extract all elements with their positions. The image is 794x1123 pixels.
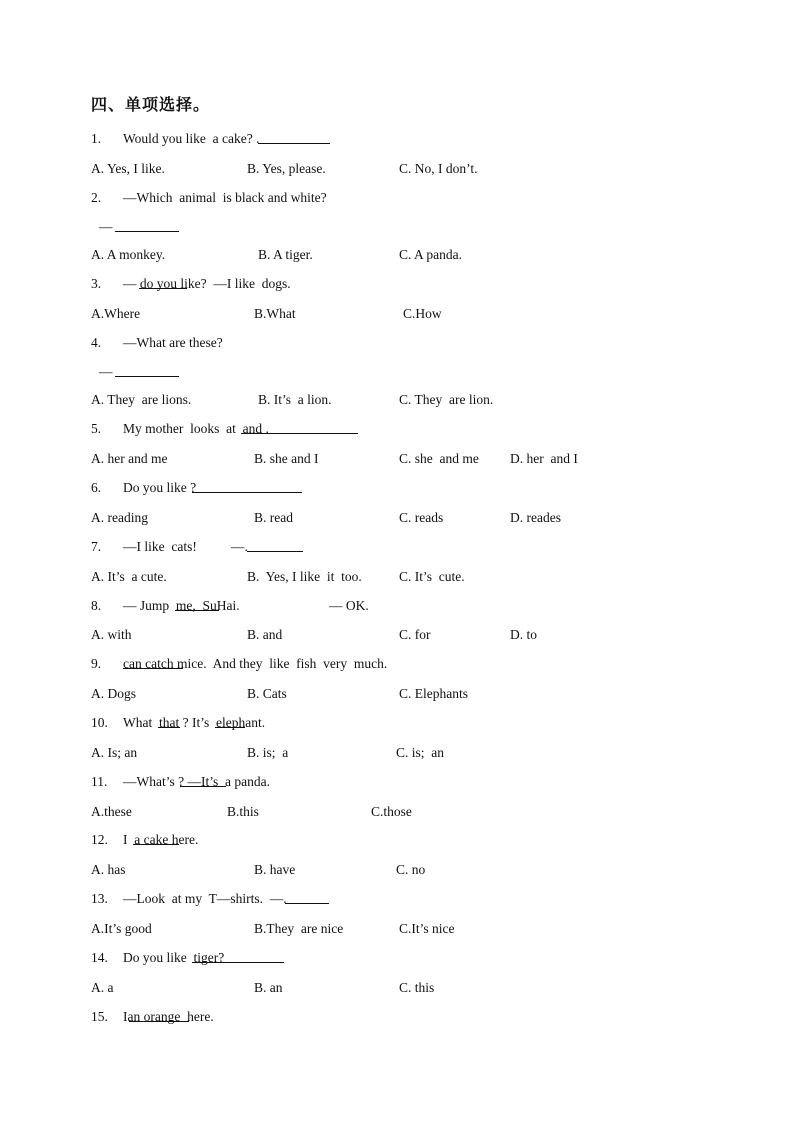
answer-blank[interactable]	[158, 714, 180, 728]
options-7	[91, 568, 465, 586]
question-text: —Look at my T—shirts. — .	[123, 890, 287, 908]
question-text: Would you like a cake? .	[123, 130, 260, 148]
option-c[interactable]: C. no	[396, 862, 426, 877]
option-b[interactable]: B.What	[254, 306, 296, 321]
option-c[interactable]: C. It’s cute.	[399, 569, 465, 584]
options-10	[91, 744, 445, 762]
options-8	[91, 626, 537, 644]
option-b[interactable]: B.this	[227, 804, 259, 819]
answer-blank[interactable]	[192, 479, 302, 493]
option-b[interactable]: B. is; a	[247, 745, 289, 760]
question-number: 4.	[91, 335, 102, 350]
option-c[interactable]: C.those	[371, 804, 412, 819]
question-number: 13.	[91, 891, 108, 906]
option-b[interactable]: B. and	[247, 627, 283, 642]
option-c[interactable]: C. They are lion.	[399, 392, 494, 407]
option-b[interactable]: B. Yes, please.	[247, 161, 326, 176]
question-number: 6.	[91, 480, 102, 495]
option-a[interactable]: A. A monkey.	[91, 247, 166, 262]
option-c[interactable]: C. for	[399, 627, 431, 642]
option-d[interactable]: D. to	[510, 627, 537, 642]
question-text: — do you like? —I like dogs.	[123, 276, 291, 291]
question-text: —What are these?	[123, 335, 223, 350]
options-9	[91, 685, 468, 703]
dash: —	[99, 218, 113, 236]
option-b[interactable]: B. read	[254, 510, 293, 525]
question-number: 11.	[91, 774, 108, 789]
option-c[interactable]: C. No, I don’t.	[399, 161, 478, 176]
answer-blank[interactable]	[268, 420, 358, 434]
question-6	[91, 479, 197, 497]
option-c[interactable]: C. reads	[399, 510, 444, 525]
question-text: —What’s ? —It’s a panda.	[123, 774, 270, 789]
option-a[interactable]: A.these	[91, 804, 132, 819]
option-b[interactable]: B. an	[254, 980, 283, 995]
option-b[interactable]: B. It’s a lion.	[258, 392, 332, 407]
question-text: Do you like ?	[123, 479, 196, 497]
options-6	[91, 509, 561, 527]
answer-blank[interactable]	[123, 655, 183, 669]
question-text: —Which animal is black and white?	[123, 190, 327, 205]
question-text: My mother looks at and .	[123, 420, 269, 438]
answer-blank[interactable]	[175, 597, 219, 611]
answer-blank[interactable]	[192, 949, 284, 963]
option-a[interactable]: A. has	[91, 862, 126, 877]
question-2	[91, 189, 327, 207]
question-13	[91, 890, 287, 908]
options-14	[91, 979, 435, 997]
option-c[interactable]: C. is; an	[396, 745, 445, 760]
reply: — OK.	[329, 598, 369, 613]
option-c[interactable]: C. she and me	[399, 451, 479, 466]
question-12	[91, 831, 199, 849]
question-15	[91, 1008, 214, 1026]
options-1	[91, 160, 478, 178]
option-b[interactable]: B. she and I	[254, 451, 319, 466]
question-number: 7.	[91, 539, 102, 554]
option-a[interactable]: A. It’s a cute.	[91, 569, 167, 584]
question-5	[91, 420, 269, 438]
answer-blank[interactable]	[139, 275, 187, 289]
options-11	[91, 803, 412, 821]
answer-blank[interactable]	[258, 130, 330, 144]
option-a[interactable]: A. her and me	[91, 451, 168, 466]
question-text: Do you like tiger?	[123, 949, 224, 967]
options-13	[91, 920, 455, 938]
question-number: 1.	[91, 131, 102, 146]
answer-blank[interactable]	[215, 714, 245, 728]
question-number: 10.	[91, 715, 108, 730]
answer-blank[interactable]	[247, 538, 303, 552]
question-number: 12.	[91, 832, 108, 847]
question-text: can catch mice. And they like fish very much.	[123, 656, 388, 671]
question-text: — Jump me, SuHai.	[123, 598, 240, 613]
question-number: 5.	[91, 421, 102, 436]
reply: — .	[231, 538, 248, 556]
question-11	[91, 773, 270, 791]
option-b[interactable]: B. A tiger.	[258, 247, 313, 262]
options-12	[91, 861, 426, 879]
question-text: I a cake here.	[123, 832, 199, 847]
question-number: 15.	[91, 1009, 108, 1024]
option-d[interactable]: D. her and I	[510, 451, 578, 466]
question-text: —I like cats!	[123, 539, 197, 554]
option-b[interactable]: B.They are nice	[254, 921, 344, 936]
question-3	[91, 275, 291, 293]
question-number: 8.	[91, 598, 102, 613]
answer-blank[interactable]	[133, 831, 179, 845]
option-a[interactable]: A. with	[91, 627, 132, 642]
question-1	[91, 130, 260, 148]
question-number: 2.	[91, 190, 102, 205]
question-text: I an orange here.	[123, 1009, 214, 1024]
option-b[interactable]: B. Yes, I like it too.	[247, 569, 362, 584]
answer-blank[interactable]	[129, 1008, 189, 1022]
options-4	[91, 391, 494, 409]
question-7	[91, 538, 248, 556]
question-9	[91, 655, 388, 673]
question-8	[91, 597, 369, 615]
question-number: 9.	[91, 656, 102, 671]
question-number: 3.	[91, 276, 102, 291]
question-number: 14.	[91, 950, 108, 965]
answer-blank[interactable]	[180, 773, 226, 787]
option-c[interactable]: C. A panda.	[399, 247, 462, 262]
option-a[interactable]: A. Is; an	[91, 745, 138, 760]
option-a[interactable]: A. a	[91, 980, 114, 995]
option-a[interactable]: A. They are lions.	[91, 392, 192, 407]
option-b[interactable]: B. have	[254, 862, 296, 877]
option-b[interactable]: B. Cats	[247, 686, 287, 701]
options-5	[91, 450, 578, 468]
option-c[interactable]: C. Elephants	[399, 686, 468, 701]
dash: —	[99, 363, 113, 381]
question-10	[91, 714, 266, 732]
answer-line-2	[91, 218, 113, 236]
option-a[interactable]: A.Where	[91, 306, 141, 321]
option-c[interactable]: C.How	[403, 306, 442, 321]
option-a[interactable]: A. reading	[91, 510, 148, 525]
option-c[interactable]: C. this	[399, 980, 435, 995]
options-2	[91, 246, 462, 264]
answer-blank[interactable]	[115, 218, 179, 232]
question-4	[91, 334, 223, 352]
answer-blank[interactable]	[115, 363, 179, 377]
option-a[interactable]: A. Dogs	[91, 686, 137, 701]
option-a[interactable]: A.It’s good	[91, 921, 152, 936]
question-14	[91, 949, 225, 967]
option-c[interactable]: C.It’s nice	[399, 921, 455, 936]
option-a[interactable]: A. Yes, I like.	[91, 161, 165, 176]
section-title: 四、单项选择。	[91, 95, 211, 114]
question-text: What that ? It’s elephant.	[123, 715, 266, 730]
options-3	[91, 305, 442, 323]
answer-blank[interactable]	[285, 890, 329, 904]
answer-line-4	[91, 363, 113, 381]
option-d[interactable]: D. reades	[510, 510, 561, 525]
